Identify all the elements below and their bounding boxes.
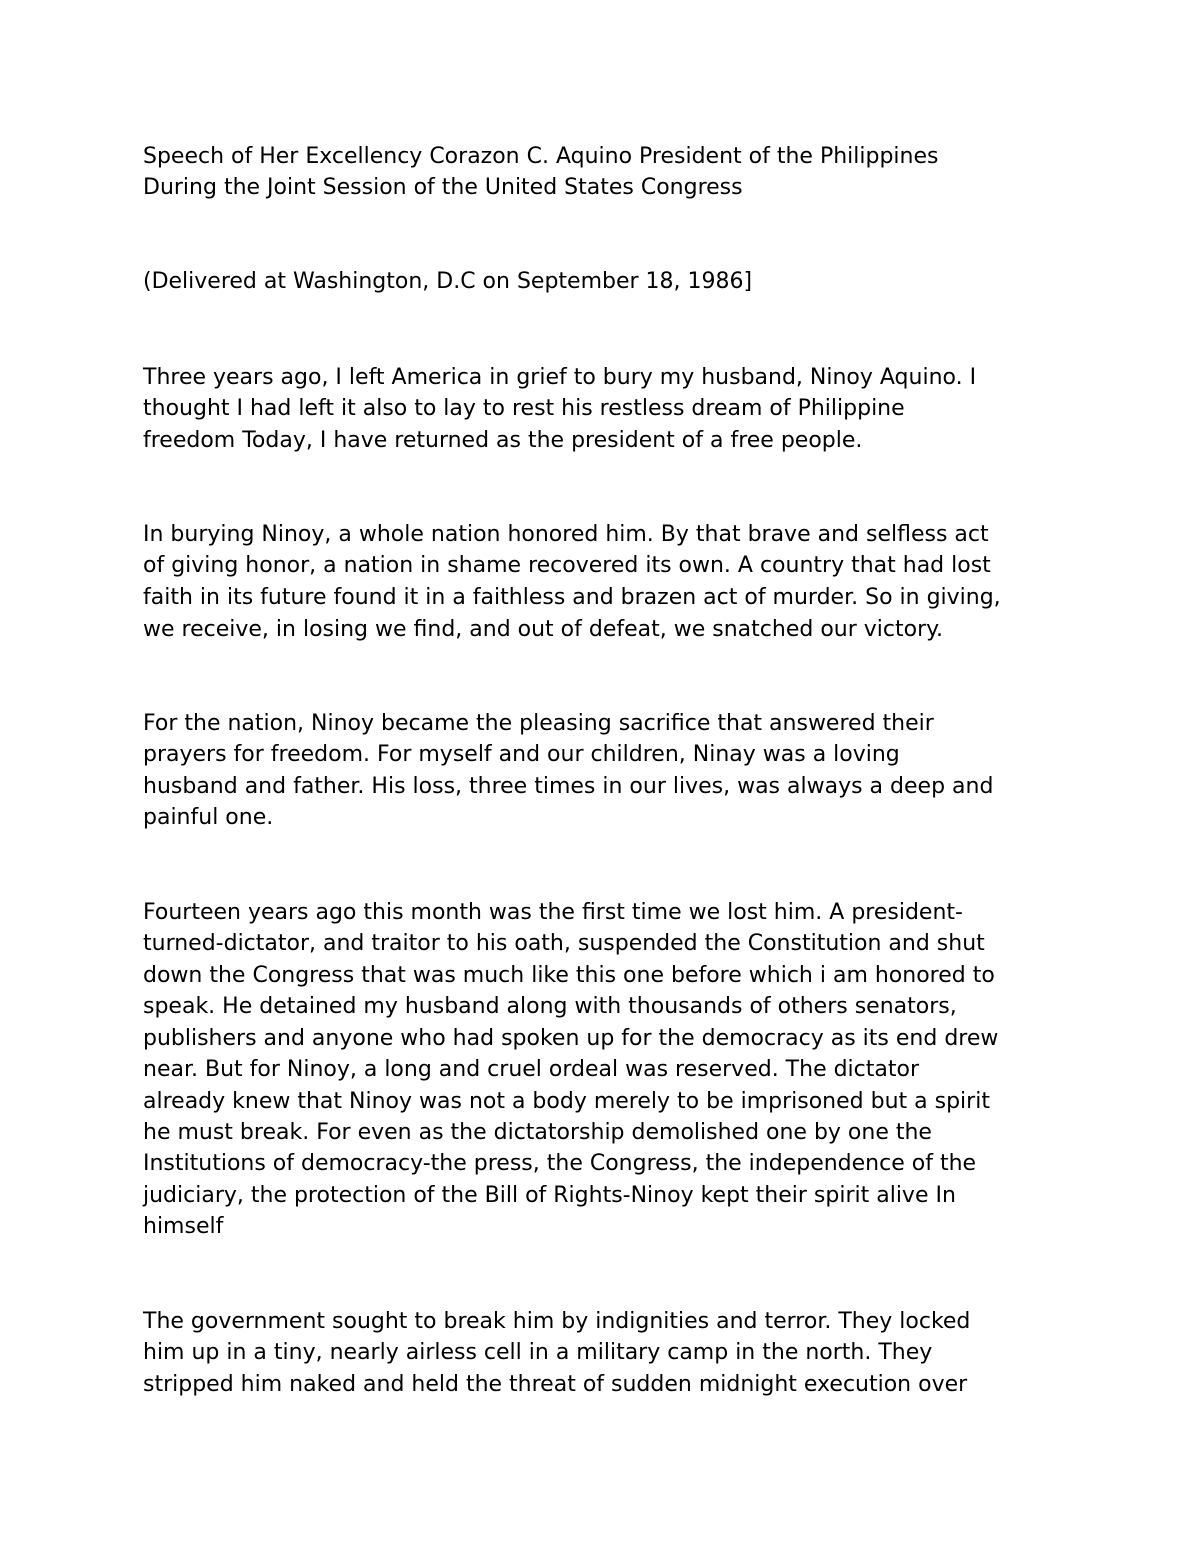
paragraph-line: faith in its future found it in a faithless and brazen act of murder. So in giving,	[143, 585, 1001, 610]
paragraph-line: Fourteen years ago this month was the first time we lost him. A president-	[143, 900, 963, 925]
paragraph-line: turned-dictator, and traitor to his oath, suspended the Constitution and shut	[143, 931, 985, 956]
paragraph-line: of giving honor, a nation in shame recovered its own. A country that had lost	[143, 553, 991, 578]
title-line-1: Speech of Her Excellency Corazon C. Aquino President of the Philippines	[143, 144, 939, 169]
paragraph-line: In burying Ninoy, a whole nation honored him. By that brave and selfless act	[143, 522, 989, 547]
paragraph-line: prayers for freedom. For myself and our children, Ninay was a loving	[143, 742, 900, 767]
paragraph-line: he must break. For even as the dictatorship demolished one by one the	[143, 1120, 932, 1145]
paragraph-line: himself	[143, 1214, 224, 1239]
paragraph-line: we receive, in losing we find, and out of defeat, we snatched our victory.	[143, 617, 943, 642]
paragraph-line: him up in a tiny, nearly airless cell in a military camp in the north. They	[143, 1340, 933, 1365]
paragraph-line: husband and father. His loss, three times in our lives, was always a deep and	[143, 774, 994, 799]
delivery-note: (Delivered at Washington, D.C on September 18, 1986]	[143, 269, 753, 294]
paragraph-line: Three years ago, I left America in grief to bury my husband, Ninoy Aquino. I	[143, 365, 977, 390]
paragraph-line: For the nation, Ninoy became the pleasing sacrifice that answered their	[143, 711, 934, 736]
paragraph-line: The government sought to break him by indignities and terror. They locked	[143, 1309, 971, 1334]
paragraph-line: already knew that Ninoy was not a body merely to be imprisoned but a spirit	[143, 1089, 990, 1114]
paragraph-line: speak. He detained my husband along with thousands of others senators,	[143, 994, 957, 1019]
paragraph-line: freedom Today, I have returned as the president of a free people.	[143, 428, 863, 453]
paragraph-line: painful one.	[143, 805, 274, 830]
paragraph-line: Institutions of democracy-the press, the Congress, the independence of the	[143, 1151, 977, 1176]
paragraph-line: near. But for Ninoy, a long and cruel ordeal was reserved. The dictator	[143, 1057, 920, 1082]
paragraph-line: thought I had left it also to lay to rest his restless dream of Philippine	[143, 396, 905, 421]
paragraph-line: stripped him naked and held the threat of sudden midnight execution over	[143, 1372, 968, 1397]
paragraph-line: publishers and anyone who had spoken up for the democracy as its end drew	[143, 1026, 999, 1051]
paragraph-line: judiciary, the protection of the Bill of Rights-Ninoy kept their spirit alive In	[143, 1183, 956, 1208]
paragraph-line: down the Congress that was much like this one before which i am honored to	[143, 963, 995, 988]
title-line-2: During the Joint Session of the United States Congress	[143, 175, 743, 200]
